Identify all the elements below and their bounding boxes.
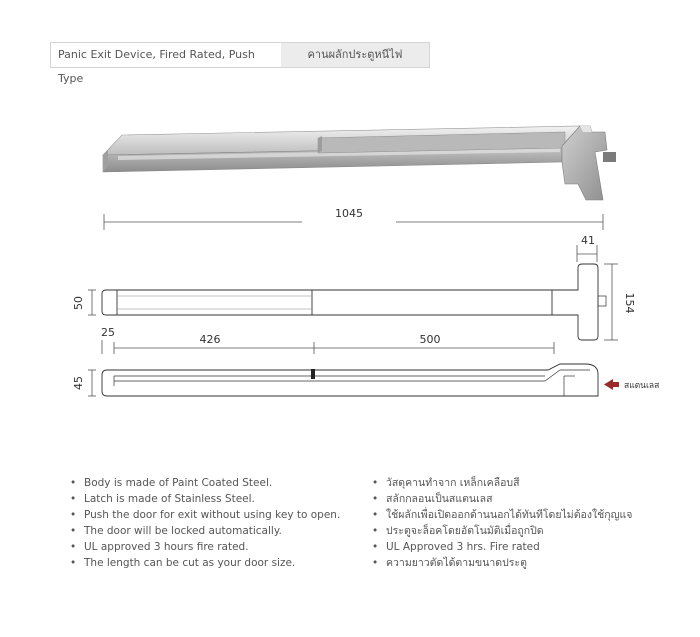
feature-item-th: • ความยาวตัดได้ตามขนาดประตู bbox=[372, 555, 632, 571]
depth-label: 45 bbox=[72, 376, 85, 390]
feature-item-en: • Push the door for exit without using key to open. bbox=[70, 507, 340, 523]
side-view-drawing bbox=[102, 364, 598, 396]
feature-item-en: • The door will be locked automatically. bbox=[70, 523, 340, 539]
feature-item-th: • ประตูจะล็อคโดยอัตโนมัติเมื่อถูกปิด bbox=[372, 523, 632, 539]
total-height-label: 154 bbox=[623, 292, 636, 314]
feature-item-en: • UL approved 3 hours fire rated. bbox=[70, 539, 340, 555]
feature-item-en: • The length can be cut as your door size. bbox=[70, 555, 340, 571]
latch-material-label: สแตนเลส bbox=[624, 381, 660, 391]
product-title-english: Panic Exit Device, Fired Rated, Push Type bbox=[58, 48, 255, 85]
feature-item-th: • ใช้ผลักเพื่อเปิดออกด้านนอกได้ทันทีโดยไม่ต้องใช้กุญแจ bbox=[372, 507, 632, 523]
head-width-dimension bbox=[577, 245, 597, 262]
feature-item-th: • UL Approved 3 hrs. Fire rated bbox=[372, 539, 632, 555]
depth-dimension bbox=[88, 370, 96, 396]
features-list-thai bbox=[372, 475, 632, 571]
segment-joint-marker bbox=[311, 369, 315, 379]
segment-right-label: 500 bbox=[419, 333, 441, 346]
segment-left-label: 426 bbox=[199, 333, 221, 346]
arrow-left-icon bbox=[604, 379, 619, 390]
head-width-label: 41 bbox=[581, 234, 595, 247]
segment-dimensions bbox=[102, 340, 554, 354]
overall-length-label: 1045 bbox=[335, 207, 363, 220]
features-list-english bbox=[70, 475, 340, 571]
body-height-dimension bbox=[88, 290, 96, 315]
feature-item-en: • Latch is made of Stainless Steel. bbox=[70, 491, 340, 507]
feature-item-en: • Body is made of Paint Coated Steel. bbox=[70, 475, 340, 491]
panic-bar-render bbox=[103, 126, 616, 200]
feature-item-th: • สลักกลอนเป็นสแตนเลส bbox=[372, 491, 632, 507]
top-view-drawing bbox=[102, 264, 606, 340]
product-title-thai: คานผลักประตูหนีไฟ bbox=[281, 43, 429, 67]
offset-label: 25 bbox=[101, 326, 115, 339]
feature-item-th: • วัสดุคานทำจาก เหล็กเคลือบสี bbox=[372, 475, 632, 491]
body-height-label: 50 bbox=[72, 296, 85, 310]
